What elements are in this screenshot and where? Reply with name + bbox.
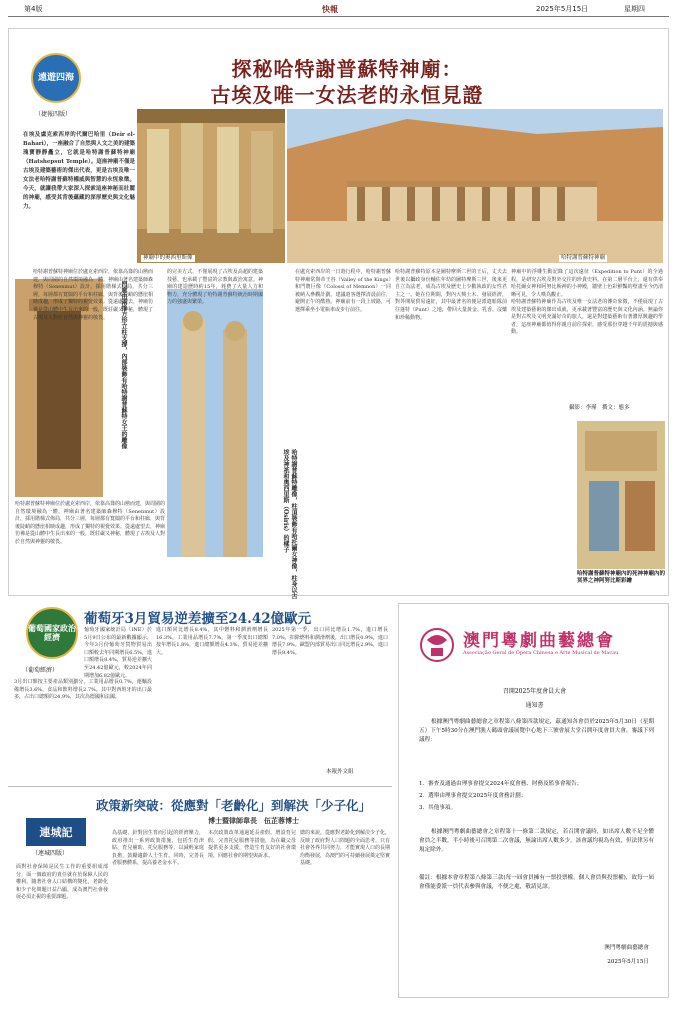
statues-photo — [167, 289, 263, 557]
paper-name: 快報 — [322, 5, 338, 14]
body-col1-lead: 哈特謝普蘇特神廟位於盧克索西岸，依靠高聳的山巒而建，與周圍的自然環境融為一體。神廟由著名建築師森穆特（Senenmut）設計，採用階梯式佈局，共分三層，每層都有寬闊的平台和柱廊，與背後陡峭的懸崖相映成趣，形成了獨特的視覺效果。從遠處望去，神廟彷彿是從山體中生長出來的一般，既莊嚴又神秘，體現了古埃及人對於自然與神靈的敬畏。 — [33, 269, 154, 321]
caption-mural: 哈特謝普蘇特神廟內的死神神廟內的冥界之神阿努比斯彩繪 — [577, 571, 666, 584]
trade-body-2: 3月出口額按主要產品類別劃分，工業用品增長0.7%，運輸設備增長3.6%，食品和飲料增長2.7%。其中對西班牙的出口最多，占出口總額的24.9%，其次為德國和法國。 — [14, 679, 152, 701]
body-col4: 哈特謝普蘇特原本是圖特摩斯二世的王后，丈夫去世後以攝政身份輔佐年幼的圖特摩斯三世，後來更自立為法老，成為古埃及歷史上少數執政的女性君主之一。她在位期間，對內大興土木、發展經濟，對外開展貿易遠征，其中最著名的便是派遣船隊前往蓬特（Punt）之地，帶回大量黃金、乳香、沒藥和珍稀動物。 — [395, 269, 507, 321]
byline: （捷報四版） — [35, 111, 72, 118]
notice-signature-org: 澳門粵劇曲藝總會 — [604, 945, 649, 951]
notice-item-3: 3．其他事項。 — [419, 805, 457, 811]
association-emblem — [417, 626, 457, 664]
page-number: 第4版 — [24, 5, 43, 13]
notice-paragraph-2: 根據澳門粵劇曲藝總會之章程第十一條第二款規定，若召開會議時，如出席人數不足全體會員之半數，半小時後可召開第二次會議，無論出席人數多少，該會議均視為有效，但法律另有規定除外。 — [419, 829, 654, 853]
policy-body-1: 面對社會保障是民生工作的重要組成部分，面一個政府的責任就在於保障人民的權利。隨著社會人口結構的變化，老齡化和少子化問題日益凸顯，成為澳門社會發展必須正視的重要課題。 — [16, 864, 108, 901]
trade-article — [8, 603, 392, 783]
osiris-statues-photo — [137, 109, 285, 263]
association-notice — [398, 603, 669, 998]
body-col2: 的完美方式，不僅展現了古埃及高超的建築技藝，也承載了豐富的宗教與政治寓意。神廟的建造歷時約15年，耗費了大量人力和物力，充分體現了哈特謝普蘇特統治時期國力的強盛與繁榮。 — [167, 269, 263, 306]
masthead — [0, 2, 677, 16]
body-col5: 神廟中的浮雕生動記錄了這次遠征（Expedition to Punt）的全過程，是研究古埃及對外交往的珍貴史料。在第二層平台上，還有供奉哈托爾女神和阿努比斯神的小神殿，牆壁上色彩鮮豔的壁畫至今仍清晰可見，令人嘆為觀止。 — [511, 269, 663, 298]
anubis-mural-photo — [577, 421, 665, 569]
intro-paragraph: 在埃及盧克索西岸的代爾巴哈里（Deir el-Bahari），一座融合了自然與人文之美的建築瑰寶靜靜矗立，它就是哈特謝普蘇特神廟（Hatshepsut Temple）。這座神廟不僅是古埃及建築藝術的傑出代表，更是古埃及唯一女法老哈特謝普蘇特權威與智慧的永恆象徵。今天，就讓我帶大家深入探索這座神秘而壯麗的神廟，感受其背後蘊藏的深厚歷史與文化魅力。 — [23, 132, 135, 210]
column-logo: 遠遊四海 — [31, 53, 81, 103]
section-divider — [8, 786, 392, 787]
association-name-pt: Associação Geral de Ópera Chinesa e Arte Musical de Macau — [463, 650, 619, 656]
notice-item-2: 2．選舉由理事會提交2025年度會務計劃； — [419, 793, 527, 799]
caption-osiris: 神廟中的奧西里斯像 — [143, 255, 193, 261]
policy-body-2: 為基礎，針對因生育而引起的經濟壓力，政府推出一系列政策措施，包括生育津貼、育兒補助、托兒服務等，以減輕家庭負擔，鼓勵適齡人士生育。同時，完善長者服務體系，提高養老金水平。 — [112, 830, 204, 867]
policy-body-3: 本次政策改革通過延長產假、增設育兒假、完善托兒服務等措施，為在職父母提供更多支援，營造生育友好的社會環境，回應社會的期望與訴求。 — [208, 830, 296, 859]
trade-byline: （葡萄經濟） — [22, 667, 59, 674]
notice-signature-date: 2025年5月15日 — [607, 959, 649, 965]
policy-authors: 博士暨律師韋長 伍芷蓉博士 — [208, 816, 299, 825]
headline-line1: 探秘哈特謝普蘇特神廟： — [231, 57, 463, 81]
photographer-credit: 攝影：李瑾 撰文：態多 — [569, 405, 630, 411]
body-col6: 哈特謝普蘇特神廟作為古埃及唯一女法老的傳奇象徵，不僅展現了古埃及建築藝術的傑出成就，更承載著豐富的歷史與文化內涵。無論你是對古埃及文明充滿好奇的旅人，還是對建築藝術有著濃厚興趣的學者，這座神廟都值得你親自前往探索，感受那份穿越千年的震撼與感動。 — [511, 299, 663, 409]
notice-subheading: 通知書 — [525, 702, 544, 709]
body-col3: 在盧克索西岸的一日遊行程中，哈特謝普蘇特神廟常與帝王谷（Valley of the Kings）和門農巨像（Colossi of Memnon）一同被納入參觀計劃。建議遊客選擇清晨前往，避開正午的酷熱。神廟前有一段上坡路，可選擇乘坐小電瓶車或步行前往。 — [295, 269, 391, 313]
association-name: 澳門粵劇曲藝總會 — [463, 631, 615, 651]
caption-statues: 哈特謝普蘇特雕像，柱頂裝飾有哈托爾女神像，柱身以古埃及神祇和奧西里斯（Osiris）的樣子 — [282, 449, 297, 599]
notice-heading: 召開2025年度會員大會 — [502, 688, 567, 695]
policy-column-logo: 連城記 — [26, 818, 86, 846]
weekday: 星期四 — [624, 5, 645, 13]
temple-photo — [287, 109, 663, 263]
caption-temple: 哈特謝普蘇特神廟 — [561, 255, 606, 261]
masthead-rule — [8, 16, 669, 17]
policy-headline: 政策新突破：從應對「老齡化」到解決「少子化」 — [96, 798, 372, 813]
issue-date: 2025年5月15日 — [536, 5, 589, 13]
notice-remark: 備註：根據本會章程第八條第三款(每一屆會員擁有一票投票權，個人會員與投票權)，故每一屆會僅能委派一員代表參與會議，不便之處，敬請見諒。 — [419, 875, 654, 890]
caption-doorway: 門廊由兩排方形立柱支撐，內部裝飾有哈特謝普蘇特女王的雕像 — [120, 281, 127, 449]
policy-byline: （連城四版） — [32, 850, 69, 857]
trade-author: 本報外文組 — [326, 769, 354, 775]
policy-body-4: 總的來說，從應對老齡化到解決少子化，反映了政府對人口問題的全面思考。只有社會各界共同努力，才能實現人口的長期均衡發展，為澳門的可持續發展奠定堅實基礎。 — [300, 830, 391, 867]
policy-article — [8, 790, 392, 1010]
trade-column-logo: 葡萄國家政治經濟 — [26, 607, 78, 659]
trade-body-1: 葡萄牙國家統計局（INE）於5月9日公布的最新數據顯示，今年3月份葡萄牙貨物貿易出口額較去年同期增長6.5%，進口額增長8.4%，貿易逆差擴大至24.42億歐元，較2024年同期增加6.82億歐元。 — [84, 627, 152, 679]
notice-item-1: 1．審查及通過由理事會提交2024年度會務、財務及監事會報告； — [419, 781, 583, 787]
trade-body-4: 2025年第一季，出口同比增長1.7%，進口增長7.0%，扣除燃料和潤滑劑後，出口增長0.9%，進口增長7.9%。歐盟內部貿易出口同比增長2.9%，進口增長8.4%。 — [272, 627, 388, 656]
body-col1: 哈特謝普蘇特神廟位於盧克索西岸，依靠高聳的山巒而建，與周圍的自然環境融為一體。神廟由著名建築師森穆特（Senenmut）設計，採用階梯式佈局，共分三層，每層都有寬闊的平台和柱廊，與背後陡峭的懸崖相映成趣，形成了獨特的視覺效果。從遠處望去，神廟彷彿是從山體中生長出來的一般，既莊嚴又神秘，體現了古埃及人對於自然與神靈的敬畏。 — [15, 501, 166, 545]
travel-article — [8, 28, 669, 599]
trade-headline: 葡萄牙3月貿易逆差擴至24.42億歐元 — [84, 611, 312, 627]
headline-line2: 古埃及唯一女法老的永恒見證 — [210, 83, 484, 107]
trade-body-3: 進口額同比增長8.4%，其中燃料和潤滑劑增長16.3%，工業用品增長7.7%。第一季度出口總額按年增長1.8%，進口總額增長4.3%，貿易逆差擴大。 — [156, 627, 268, 656]
notice-paragraph-1: 根據澳門粵劇曲藝總會之章程第八條第四款規定，茲通知各會員於2025年5月30日（星期五）下午5時30分在澳門漁人碼頭會議展覽中心地下三號會展大堂召開年度會員大會，審議下列議程： — [419, 719, 654, 743]
